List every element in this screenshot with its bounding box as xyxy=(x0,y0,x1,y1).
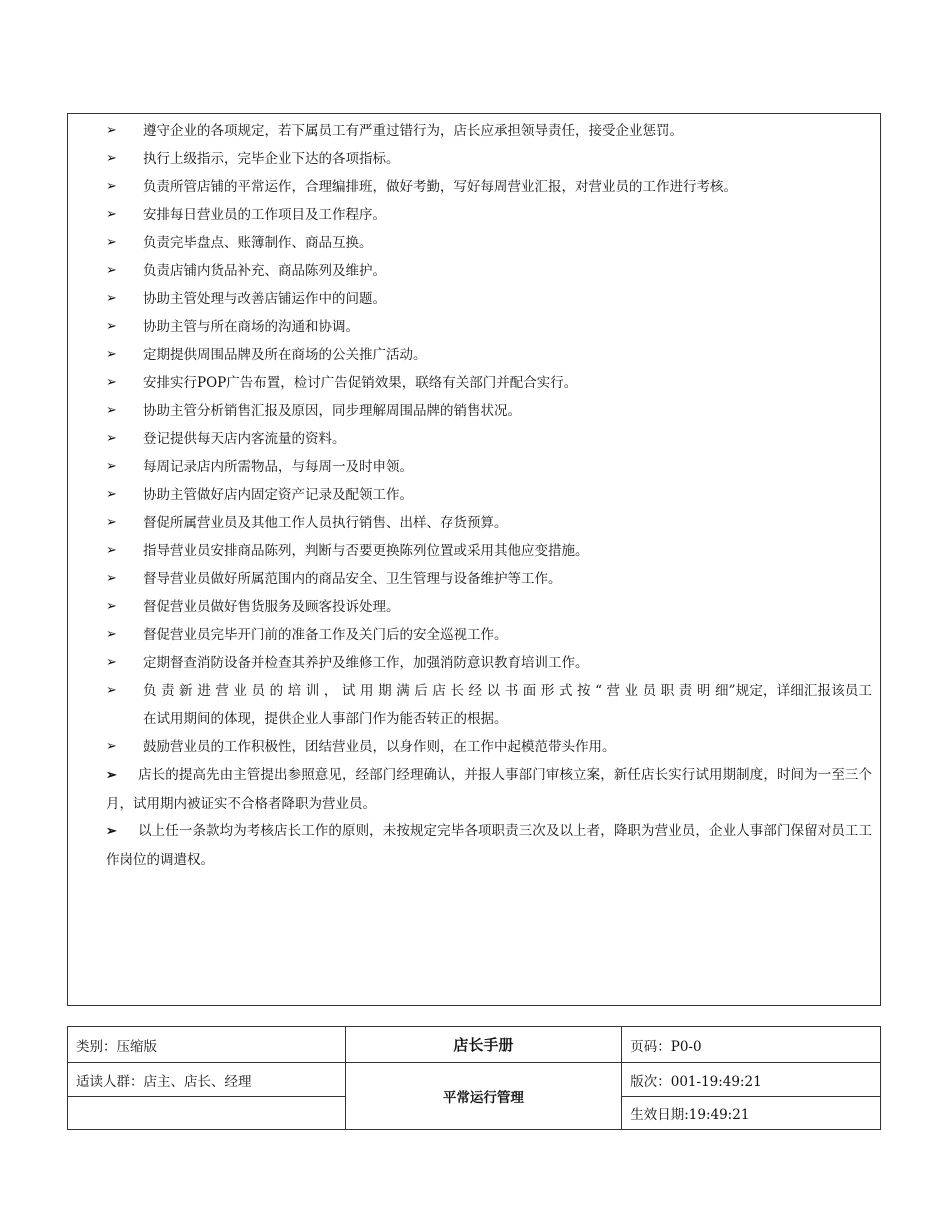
list-item: ➢ 执行上级指示，完毕企业下达的各项指标。 xyxy=(106,145,872,173)
arrow-bullet-icon: ➢ xyxy=(106,151,117,166)
manual-title: 店长手册 xyxy=(345,1027,622,1063)
arrow-bullet-icon: ➢ xyxy=(106,683,117,698)
arrow-bullet-icon: ➢ xyxy=(106,515,117,530)
arrow-bullet-icon: ➢ xyxy=(106,291,117,306)
arrow-bullet-icon: ➢ xyxy=(106,571,117,586)
content-box xyxy=(67,113,881,1006)
list-item: ➢ 遵守企业的各项规定，若下属员工有严重过错行为，店长应承担领导责任，接受企业惩罚。 xyxy=(106,117,872,145)
section-title: 平常运行管理 xyxy=(345,1063,622,1130)
list-item: ➢ 定期提供周围品牌及所在商场的公关推广活动。 xyxy=(106,341,872,369)
arrow-bullet-icon: ➢ xyxy=(106,627,117,642)
list-item: ➢ 登记提供每天店内客流量的资料。 xyxy=(106,425,872,453)
list-item: ➢ 定期督查消防设备并检查其养护及维修工作，加强消防意识教育培训工作。 xyxy=(106,649,872,677)
list-item: ➢ 负责店铺内货品补充、商品陈列及维护。 xyxy=(106,257,872,285)
arrow-bullet-icon: ➢ xyxy=(106,768,117,783)
arrow-bullet-icon: ➢ xyxy=(106,487,117,502)
arrow-bullet-icon: ➢ xyxy=(106,375,117,390)
arrow-bullet-icon: ➢ xyxy=(106,319,117,334)
list-item: ➢ 安排每日营业员的工作项目及工作程序。 xyxy=(106,201,872,229)
list-item: ➢ 安排实行POP广告布置，检讨广告促销效果，联络有关部门并配合实行。 xyxy=(106,369,872,397)
arrow-bullet-icon: ➢ xyxy=(106,739,117,754)
duties-list xyxy=(106,117,872,761)
list-item: ➢ 督促所属营业员及其他工作人员执行销售、出样、存货预算。 xyxy=(106,509,872,537)
arrow-bullet-icon: ➢ xyxy=(106,235,117,250)
list-item: ➢ 指导营业员安排商品陈列，判断与否要更换陈列位置或采用其他应变措施。 xyxy=(106,537,872,565)
list-item: ➢ 协助主管处理与改善店铺运作中的问题。 xyxy=(106,285,872,313)
list-item: ➢ 协助主管与所在商场的沟通和协调。 xyxy=(106,313,872,341)
audience-cell: 适读人群：店主、店长、经理 xyxy=(68,1063,346,1097)
list-item: ➢ 负责完毕盘点、账簿制作、商品互换。 xyxy=(106,229,872,257)
arrow-bullet-icon: ➢ xyxy=(106,543,117,558)
list-item: ➢ 协助主管做好店内固定资产记录及配领工作。 xyxy=(106,481,872,509)
list-item: ➢ 督促营业员做好售货服务及顾客投诉处理。 xyxy=(106,593,872,621)
arrow-bullet-icon: ➢ xyxy=(106,123,117,138)
arrow-bullet-icon: ➢ xyxy=(106,207,117,222)
arrow-bullet-icon: ➢ xyxy=(106,599,117,614)
version-cell: 版次：001-19:49:21 xyxy=(622,1063,881,1097)
assessment-paragraph: ➢ 以上任一条款均为考核店长工作的原则，未按规定完毕各项职责三次及以上者，降职为营业员，企业人事部门保留对员工工作岗位的调遣权。 xyxy=(106,817,872,874)
list-item: ➢ 负责所管店铺的平常运作，合理编排班，做好考勤，写好每周营业汇报，对营业员的工作进行考核。 xyxy=(106,173,872,201)
arrow-bullet-icon: ➢ xyxy=(106,655,117,670)
arrow-bullet-icon: ➢ xyxy=(106,431,117,446)
list-item: ➢ 负 责 新 进 营 业 员 的 培 训 ， 试 用 期 满 后 店 长 经 以 书 面 形 式 按 “ 营 业 员 职 责 明 细”规定，详细汇报该员工在试用期间的体现，提供企业人事部门作为能否转正的根据。 xyxy=(106,677,872,733)
document-footer-table xyxy=(67,1026,881,1130)
arrow-bullet-icon: ➢ xyxy=(106,459,117,474)
arrow-bullet-icon: ➢ xyxy=(106,179,117,194)
list-item: ➢ 督导营业员做好所属范围内的商品安全、卫生管理与设备维护等工作。 xyxy=(106,565,872,593)
list-item: ➢ 督促营业员完毕开门前的准备工作及关门后的安全巡视工作。 xyxy=(106,621,872,649)
promotion-paragraph: ➢ 店长的提高先由主管提出参照意见，经部门经理确认，并报人事部门审核立案，新任店长实行试用期制度，时间为一至三个月，试用期内被证实不合格者降职为营业员。 xyxy=(106,761,872,818)
arrow-bullet-icon: ➢ xyxy=(106,347,117,362)
arrow-bullet-icon: ➢ xyxy=(106,263,117,278)
arrow-bullet-icon: ➢ xyxy=(106,403,117,418)
page-number-cell: 页码：P0-0 xyxy=(622,1027,881,1063)
effective-date-cell: 生效日期:19:49:21 xyxy=(622,1097,881,1130)
category-cell: 类别：压缩版 xyxy=(68,1027,346,1063)
list-item: ➢ 鼓励营业员的工作积极性，团结营业员，以身作则，在工作中起模范带头作用。 xyxy=(106,733,872,761)
list-item: ➢ 每周记录店内所需物品，与每周一及时申领。 xyxy=(106,453,872,481)
list-item: ➢ 协助主管分析销售汇报及原因，同步理解周围品牌的销售状况。 xyxy=(106,397,872,425)
arrow-bullet-icon: ➢ xyxy=(106,824,117,839)
empty-cell xyxy=(68,1097,346,1130)
